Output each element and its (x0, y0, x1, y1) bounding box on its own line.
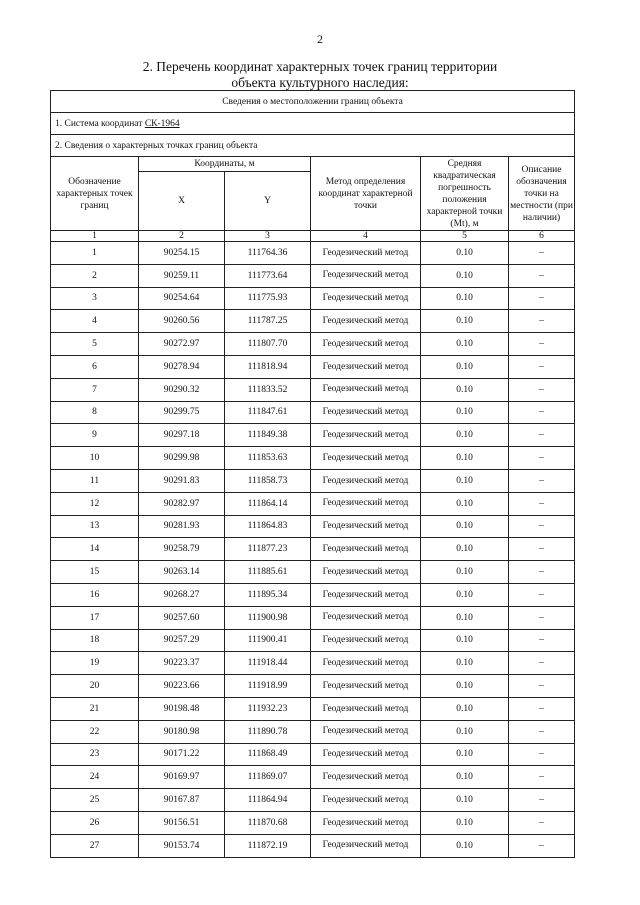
accuracy-cell: 0.10 (421, 401, 509, 424)
point-number-cell: 9 (51, 424, 139, 447)
points-header: 2. Сведения о характерных точках границ объекта (51, 135, 575, 157)
accuracy-cell: 0.10 (421, 720, 509, 743)
table-row (51, 561, 575, 584)
table-row (51, 242, 575, 265)
accuracy-cell: 0.10 (421, 333, 509, 356)
col-coords-header: Координаты, м (139, 157, 311, 172)
column-number: 5 (421, 231, 509, 242)
coord-y-cell: 111818.94 (225, 355, 311, 378)
coord-x-cell: 90258.79 (139, 538, 225, 561)
col-accuracy-header: Средняя квадратическая погрешность положения характерной точки (Mt), м (421, 157, 509, 231)
accuracy-cell: 0.10 (421, 492, 509, 515)
table-row (51, 697, 575, 720)
table-row (51, 355, 575, 378)
table-row (51, 538, 575, 561)
column-number: 3 (225, 231, 311, 242)
description-cell: – (509, 355, 575, 378)
column-number: 2 (139, 231, 225, 242)
method-cell: Геодезический метод (311, 355, 421, 378)
coord-x-cell: 90263.14 (139, 561, 225, 584)
coord-x-cell: 90297.18 (139, 424, 225, 447)
coord-y-cell: 111849.38 (225, 424, 311, 447)
accuracy-cell: 0.10 (421, 264, 509, 287)
coord-x-cell: 90282.97 (139, 492, 225, 515)
coord-y-cell: 111918.44 (225, 652, 311, 675)
point-number-cell: 15 (51, 561, 139, 584)
description-cell: – (509, 561, 575, 584)
method-cell: Геодезический метод (311, 675, 421, 698)
page-number: 2 (317, 32, 323, 46)
coord-x-cell: 90299.75 (139, 401, 225, 424)
accuracy-cell: 0.10 (421, 538, 509, 561)
accuracy-cell: 0.10 (421, 789, 509, 812)
accuracy-cell: 0.10 (421, 378, 509, 401)
table-row (51, 743, 575, 766)
coord-x-cell: 90268.27 (139, 583, 225, 606)
table-row (51, 834, 575, 857)
coord-y-cell: 111895.34 (225, 583, 311, 606)
method-cell: Геодезический метод (311, 310, 421, 333)
column-number: 1 (51, 231, 139, 242)
coord-y-cell: 111872.19 (225, 834, 311, 857)
coord-x-cell: 90254.15 (139, 242, 225, 265)
table-row (51, 720, 575, 743)
table-row (51, 675, 575, 698)
coord-y-cell: 111787.25 (225, 310, 311, 333)
table-row (51, 515, 575, 538)
accuracy-cell: 0.10 (421, 629, 509, 652)
col-designation-header: Обозначение характерных точек границ (51, 157, 139, 231)
description-cell: – (509, 743, 575, 766)
description-cell: – (509, 469, 575, 492)
col-y-header: Y (225, 172, 311, 231)
method-cell: Геодезический метод (311, 789, 421, 812)
point-number-cell: 20 (51, 675, 139, 698)
description-cell: – (509, 629, 575, 652)
coordinate-system-row (51, 113, 575, 135)
coord-y-cell: 111885.61 (225, 561, 311, 584)
accuracy-cell: 0.10 (421, 447, 509, 470)
method-cell: Геодезический метод (311, 583, 421, 606)
accuracy-cell: 0.10 (421, 606, 509, 629)
description-cell: – (509, 720, 575, 743)
table-row (51, 469, 575, 492)
title-line-1: 2. Перечень координат характерных точек границ территории (142, 59, 498, 74)
accuracy-cell: 0.10 (421, 242, 509, 265)
description-cell: – (509, 789, 575, 812)
table-row (51, 629, 575, 652)
point-number-cell: 2 (51, 264, 139, 287)
point-number-cell: 25 (51, 789, 139, 812)
coord-y-cell: 111847.61 (225, 401, 311, 424)
column-number: 6 (509, 231, 575, 242)
coord-x-cell: 90169.97 (139, 766, 225, 789)
coord-y-cell: 111864.14 (225, 492, 311, 515)
coord-y-cell: 111900.98 (225, 606, 311, 629)
table-row (51, 378, 575, 401)
coordinate-system-label: 1. Система координат (55, 118, 145, 129)
accuracy-cell: 0.10 (421, 652, 509, 675)
accuracy-cell: 0.10 (421, 697, 509, 720)
table-row (51, 766, 575, 789)
col-method-header: Метод определения координат характерной точки (311, 157, 421, 231)
coord-x-cell: 90259.11 (139, 264, 225, 287)
coord-y-cell: 111807.70 (225, 333, 311, 356)
accuracy-cell: 0.10 (421, 355, 509, 378)
column-numbers-row (51, 231, 575, 242)
accuracy-cell: 0.10 (421, 424, 509, 447)
accuracy-cell: 0.10 (421, 561, 509, 584)
coord-y-cell: 111833.52 (225, 378, 311, 401)
method-cell: Геодезический метод (311, 264, 421, 287)
page-title (0, 59, 640, 91)
coord-y-cell: 111775.93 (225, 287, 311, 310)
description-cell: – (509, 287, 575, 310)
point-number-cell: 22 (51, 720, 139, 743)
coord-y-cell: 111900.41 (225, 629, 311, 652)
coord-y-cell: 111853.63 (225, 447, 311, 470)
coord-x-cell: 90278.94 (139, 355, 225, 378)
description-cell: – (509, 583, 575, 606)
coord-x-cell: 90171.22 (139, 743, 225, 766)
description-cell: – (509, 264, 575, 287)
accuracy-cell: 0.10 (421, 675, 509, 698)
point-number-cell: 11 (51, 469, 139, 492)
description-cell: – (509, 834, 575, 857)
coord-y-cell: 111918.99 (225, 675, 311, 698)
point-number-cell: 8 (51, 401, 139, 424)
coord-x-cell: 90299.98 (139, 447, 225, 470)
point-number-cell: 5 (51, 333, 139, 356)
accuracy-cell: 0.10 (421, 515, 509, 538)
description-cell: – (509, 424, 575, 447)
table-row (51, 652, 575, 675)
coord-y-cell: 111864.83 (225, 515, 311, 538)
table-row (51, 606, 575, 629)
point-number-cell: 3 (51, 287, 139, 310)
method-cell: Геодезический метод (311, 743, 421, 766)
description-cell: – (509, 652, 575, 675)
table-row (51, 401, 575, 424)
coord-y-cell: 111764.36 (225, 242, 311, 265)
description-cell: – (509, 242, 575, 265)
method-cell: Геодезический метод (311, 697, 421, 720)
point-number-cell: 27 (51, 834, 139, 857)
coord-x-cell: 90198.48 (139, 697, 225, 720)
coord-x-cell: 90223.37 (139, 652, 225, 675)
description-cell: – (509, 492, 575, 515)
coord-y-cell: 111870.68 (225, 811, 311, 834)
description-cell: – (509, 401, 575, 424)
method-cell: Геодезический метод (311, 242, 421, 265)
location-header: Сведения о местоположении границ объекта (51, 91, 575, 113)
coord-y-cell: 111858.73 (225, 469, 311, 492)
point-number-cell: 13 (51, 515, 139, 538)
coord-x-cell: 90257.60 (139, 606, 225, 629)
accuracy-cell: 0.10 (421, 743, 509, 766)
coordinates-table (50, 90, 575, 858)
point-number-cell: 24 (51, 766, 139, 789)
point-number-cell: 18 (51, 629, 139, 652)
table-row (51, 310, 575, 333)
description-cell: – (509, 606, 575, 629)
description-cell: – (509, 378, 575, 401)
description-cell: – (509, 447, 575, 470)
point-number-cell: 12 (51, 492, 139, 515)
accuracy-cell: 0.10 (421, 469, 509, 492)
table-row (51, 264, 575, 287)
coord-x-cell: 90153.74 (139, 834, 225, 857)
coord-y-cell: 111869.07 (225, 766, 311, 789)
method-cell: Геодезический метод (311, 447, 421, 470)
method-cell: Геодезический метод (311, 720, 421, 743)
point-number-cell: 7 (51, 378, 139, 401)
coord-x-cell: 90291.83 (139, 469, 225, 492)
method-cell: Геодезический метод (311, 811, 421, 834)
coord-x-cell: 90260.56 (139, 310, 225, 333)
coord-x-cell: 90290.32 (139, 378, 225, 401)
method-cell: Геодезический метод (311, 515, 421, 538)
coord-y-cell: 111868.49 (225, 743, 311, 766)
point-number-cell: 1 (51, 242, 139, 265)
point-number-cell: 14 (51, 538, 139, 561)
accuracy-cell: 0.10 (421, 583, 509, 606)
column-number: 4 (311, 231, 421, 242)
accuracy-cell: 0.10 (421, 834, 509, 857)
accuracy-cell: 0.10 (421, 766, 509, 789)
description-cell: – (509, 310, 575, 333)
coord-y-cell: 111864.94 (225, 789, 311, 812)
method-cell: Геодезический метод (311, 538, 421, 561)
method-cell: Геодезический метод (311, 424, 421, 447)
coord-x-cell: 90156.51 (139, 811, 225, 834)
coord-x-cell: 90272.97 (139, 333, 225, 356)
description-cell: – (509, 811, 575, 834)
coord-x-cell: 90167.87 (139, 789, 225, 812)
method-cell: Геодезический метод (311, 333, 421, 356)
table-row (51, 492, 575, 515)
description-cell: – (509, 675, 575, 698)
description-cell: – (509, 515, 575, 538)
col-description-header: Описание обозначения точки на местности (при наличии) (509, 157, 575, 231)
coord-x-cell: 90180.98 (139, 720, 225, 743)
method-cell: Геодезический метод (311, 766, 421, 789)
table-row (51, 447, 575, 470)
accuracy-cell: 0.10 (421, 287, 509, 310)
method-cell: Геодезический метод (311, 492, 421, 515)
title-line-2: объекта культурного наследия: (231, 75, 409, 90)
method-cell: Геодезический метод (311, 834, 421, 857)
coord-x-cell: 90254.64 (139, 287, 225, 310)
table-row (51, 789, 575, 812)
method-cell: Геодезический метод (311, 401, 421, 424)
description-cell: – (509, 538, 575, 561)
method-cell: Геодезический метод (311, 378, 421, 401)
method-cell: Геодезический метод (311, 629, 421, 652)
accuracy-cell: 0.10 (421, 811, 509, 834)
table-row (51, 811, 575, 834)
table-row (51, 424, 575, 447)
coord-y-cell: 111890.78 (225, 720, 311, 743)
table-row (51, 287, 575, 310)
table-row (51, 583, 575, 606)
point-number-cell: 16 (51, 583, 139, 606)
description-cell: – (509, 697, 575, 720)
coord-x-cell: 90257.29 (139, 629, 225, 652)
description-cell: – (509, 766, 575, 789)
point-number-cell: 21 (51, 697, 139, 720)
coord-x-cell: 90223.66 (139, 675, 225, 698)
coord-y-cell: 111932.23 (225, 697, 311, 720)
method-cell: Геодезический метод (311, 287, 421, 310)
table-row (51, 333, 575, 356)
method-cell: Геодезический метод (311, 652, 421, 675)
col-x-header: X (139, 172, 225, 231)
point-number-cell: 4 (51, 310, 139, 333)
accuracy-cell: 0.10 (421, 310, 509, 333)
coord-x-cell: 90281.93 (139, 515, 225, 538)
point-number-cell: 19 (51, 652, 139, 675)
point-number-cell: 6 (51, 355, 139, 378)
description-cell: – (509, 333, 575, 356)
point-number-cell: 17 (51, 606, 139, 629)
method-cell: Геодезический метод (311, 469, 421, 492)
coord-y-cell: 111773.64 (225, 264, 311, 287)
point-number-cell: 26 (51, 811, 139, 834)
method-cell: Геодезический метод (311, 561, 421, 584)
point-number-cell: 10 (51, 447, 139, 470)
coordinate-system-value: СК-1964 (144, 118, 180, 129)
method-cell: Геодезический метод (311, 606, 421, 629)
point-number-cell: 23 (51, 743, 139, 766)
coord-y-cell: 111877.23 (225, 538, 311, 561)
